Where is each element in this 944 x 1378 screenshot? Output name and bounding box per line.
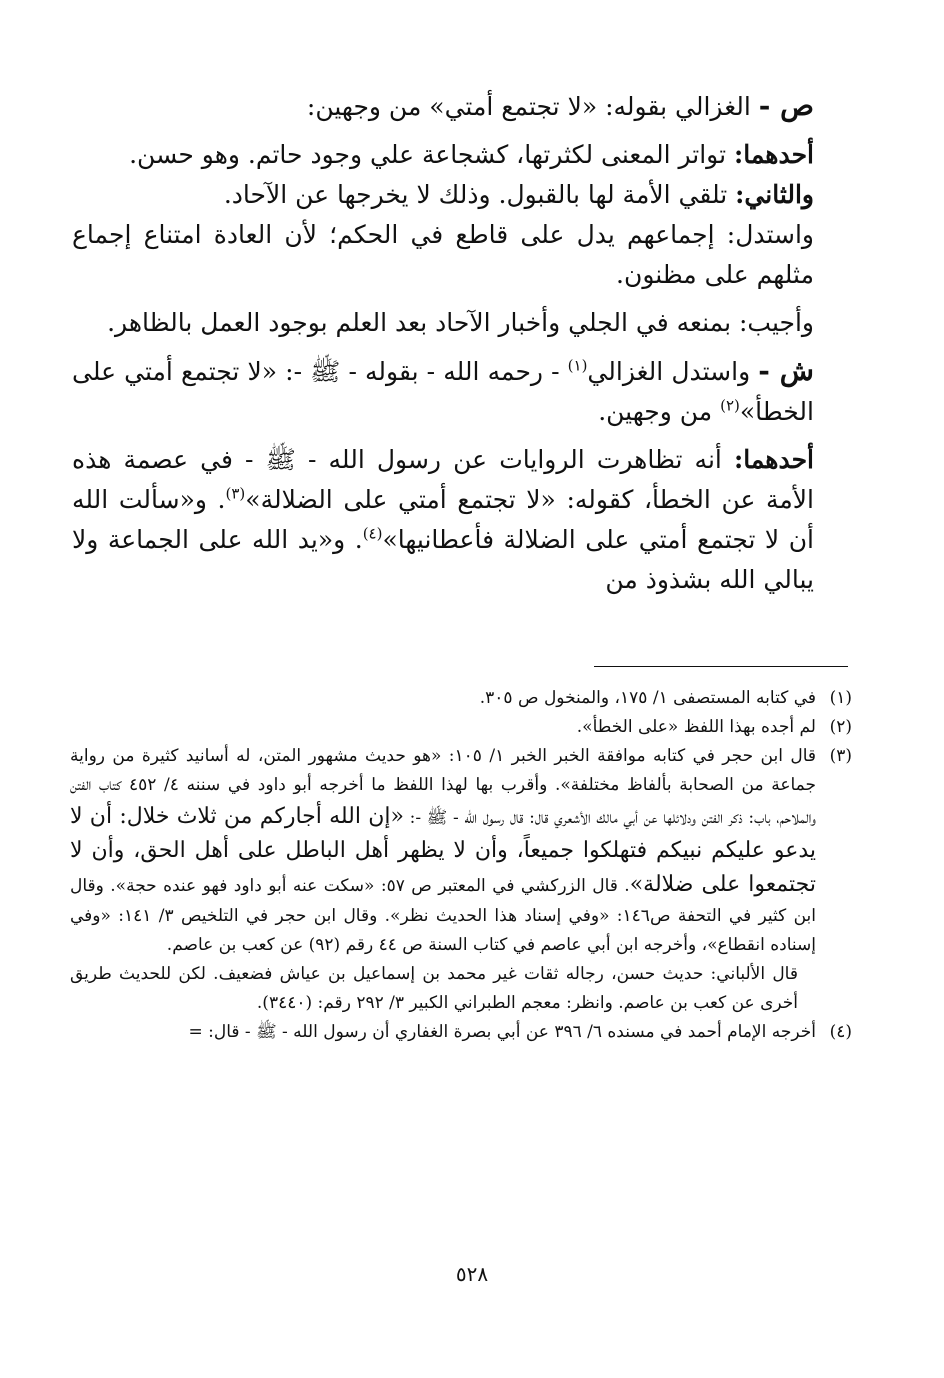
albani-note: قال الألباني: حديث حسن، رجاله ثقات غير محمد بن إسماعيل بن عياش فضعيف. لكن للحديث طريق أخرى عن كعب بن عاصم. وانظر: معجم الطبراني الكبير ٣/ ٢٩٢ رقم: (٣٤٤٠). (70, 964, 798, 1013)
footnotes (70, 684, 852, 1047)
section-marker-sad: ص - (758, 89, 814, 122)
footnote-number: (٤) (829, 1022, 852, 1042)
footnote-number: (٣) (829, 746, 852, 766)
footnote-number: (١) (829, 688, 852, 708)
page-number: ٥٢٨ (455, 1262, 489, 1286)
footnote-divider (594, 666, 848, 667)
paragraph-3: والثاني: تلقي الأمة لها بالقبول. وذلك لا يخرجها عن الآحاد. (223, 180, 814, 209)
footnote-3 (70, 742, 852, 1018)
footnote-number: (٢) (829, 717, 852, 737)
paragraph-1: ص - الغزالي بقوله: «لا تجتمع أمتي» من وجهين: (306, 89, 814, 122)
footnote-ref-4[interactable]: (٤) (362, 524, 383, 543)
footnote-text: قال ابن حجر في كتابه موافقة الخبر الخبر ١/ ١٠٥: «هو حديث مشهور المتن، له أسانيد كثيرة من رواية جماعة من الصحابة بألفاظ مختلفة». وأقرب بها لهذا اللفظ ما أخرجه أبو داود في سننه ٤/ ٤٥٢ كتاب الفتن والملاحم، باب: ذكر الفتن ودلائلها عن أبي مالك الأشعري قال: قال رسول الله - ﷺ -: «إن الله أجاركم من ثلاث خلال: أن لا يدعو عليكم نبيكم فتهلكوا جميعاً، وأن لا يظهر أهل الباطل على أهل الحق، وأن لا تجتمعوا على ضلالة». قال الزركشي في المعتبر ص ٥٧: «سكت عنه أبو داود فهو عنده حجة». وقال ابن كثير في التحفة ص١٤٦: «وفي إسناد هذا الحديث نظر». وقال ابن حجر في التلخيص ٣/ ١٤١: «وفي إسناده انقطاع»، وأخرجه ابن أبي عاصم في كتاب السنة ص ٤٤ رقم (٩٢) عن كعب بن عاصم. قال الألباني: حديث حسن، رجاله ثقات غير محمد بن إسماعيل بن عياش فضعيف. لكن للحديث طريق أخرى عن كعب بن عاصم. وانظر: معجم الطبراني الكبير ٣/ ٢٩٢ رقم: (٣٤٤٠). (70, 742, 816, 1018)
paragraph-4: واستدل: إجماعهم يدل على قاطع في الحكم؛ لأن العادة امتناع إجماع مثلهم على مظنون. (72, 220, 814, 289)
main-text (72, 86, 850, 600)
paragraph-2: أحدهما: تواتر المعنى لكثرتها، كشجاعة علي وجود حاتم. وهو حسن. (129, 140, 814, 169)
paragraph-6: ش - واستدل الغزالي$^{(١)}$ - رحمه الله - بقوله - ﷺ -: «لا تجتمع أمتي على الخطأ»$^{(٢)}$ من وجهين. (72, 354, 814, 426)
paragraph-5: وأجيب: بمنعه في الجلي وأخبار الآحاد بعد العلم بوجود العمل بالظاهر. (107, 308, 814, 337)
footnote-1 (70, 684, 852, 713)
footnote-text: لم أجده بهذا اللفظ «على الخطأ». (576, 717, 816, 737)
footnote-ref-2[interactable]: (٢) (720, 396, 740, 415)
footnote-2 (70, 713, 852, 742)
footnote-4 (70, 1018, 852, 1047)
section-marker-shin: ش - (758, 354, 814, 387)
paragraph-7: أحدهما: أنه تظاهرت الروايات عن رسول الله - ﷺ - في عصمة هذه الأمة عن الخطأ، كقوله: «لا تجتمع أمتي على الضلالة»$^{(٣)}$. و«سألت الله أن لا تجتمع أمتي على الضلالة فأعطانيها»$^{(٤)}$. و«يد الله على الجماعة ولا يبالي الله بشذوذ من (72, 445, 815, 594)
footnote-ref-3[interactable]: (٣) (225, 484, 246, 503)
footnote-text: أخرجه الإمام أحمد في مسنده ٦/ ٣٩٦ عن أبي بصرة الغفاري أن رسول الله - ﷺ - قال: = (188, 1022, 816, 1042)
hadith-quote: «إن الله أجاركم من ثلاث خلال: أن لا يدعو عليكم نبيكم فتهلكوا جميعاً، وأن لا يظهر أهل الباطل على أهل الحق، وأن لا تجتمعوا على ضلالة» (70, 804, 816, 897)
footnote-ref-1[interactable]: (١) (567, 356, 588, 375)
footnote-text: في كتابه المستصفى ١/ ١٧٥، والمنخول ص ٣٠٥. (479, 688, 816, 708)
